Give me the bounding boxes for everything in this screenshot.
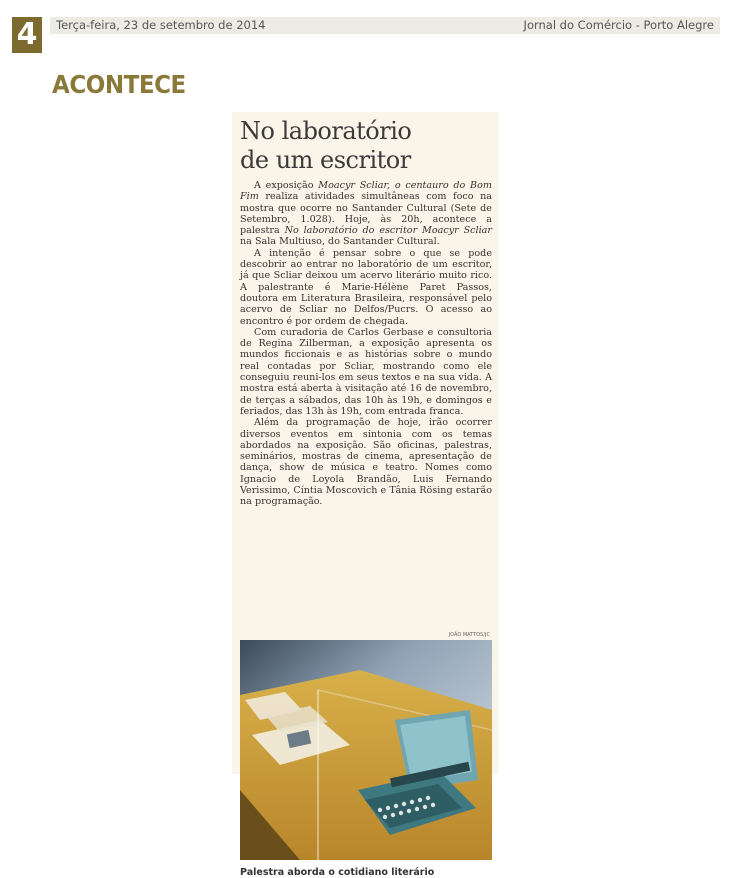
section-title: ACONTECE: [52, 70, 186, 99]
article-title-line-2: de um escritor: [240, 146, 411, 174]
lecture-title: No laboratório do escritor Moacyr Scliar: [284, 225, 492, 237]
photo-caption: Palestra aborda o cotidiano literário: [240, 867, 435, 878]
article-photo: [240, 640, 492, 860]
article-title-line-1: No laboratório: [240, 117, 412, 145]
paragraph-1-text-c: realiza atividades simultâneas com foco na mostra que ocorre no Santander Cultural (Sete de Setembro, 1.028). Hoje, às 20h, acontece a palestra: [240, 191, 492, 237]
paragraph-1: [240, 180, 492, 248]
paragraph-1-text-a: A exposição: [254, 180, 319, 191]
paragraph-3: Com curadoria de Carlos Gerbase e consultoria de Regina Zilberman, a exposição apresenta os mundos ficcionais e as histórias sobre o mundo real contadas por Scliar, mostrando como ele conseguiu reuni-los em seus textos e na sua vida. A mostra está aberta à visitação até 16 de novembro, de terças a sábados, das 10h às 19h, e domingos e feriados, das 13h às 19h, com entrada franca.: [240, 326, 492, 417]
photo-credit: JOÃO MATTOS/JC: [448, 632, 490, 638]
typewriter-photo: [240, 640, 492, 860]
paragraph-4: Além da programação de hoje, irão ocorrer diversos eventos em sintonia com os temas abordados na exposição. São oficinas, palestras, seminários, mostras de cinema, apresentação de dança, show de música e teatro. Nomes como Ignacio de Loyola Brandão, Luis Fernando Verissimo, Cíntia Moscovich e Tânia Rösing estarão na programação.: [240, 417, 492, 508]
header-date: Terça-feira, 23 de setembro de 2014: [56, 18, 266, 32]
article-title: [240, 117, 490, 175]
article-body: [240, 180, 492, 508]
page-number: 4: [12, 17, 42, 53]
page-header: [50, 17, 720, 34]
newspaper-name: Jornal do Comércio - Porto Alegre: [523, 18, 714, 32]
paragraph-1-text-e: na Sala Multiuso, do Santander Cultural.: [240, 236, 440, 248]
paragraph-2: A intenção é pensar sobre o que se pode descobrir ao entrar no laboratório de um escritor, já que Scliar deixou um acervo literário muito rico. A palestrante é Marie-Hélène Paret Passos, doutora em Literatura Brasileira, responsável pelo acervo de Scliar no Delfos/Pucrs. O acesso ao encontro é por ordem de chegada.: [240, 247, 492, 327]
exhibition-title: Moacyr Scliar, o centauro do Bom Fim: [240, 180, 492, 203]
article-box: [232, 112, 498, 878]
